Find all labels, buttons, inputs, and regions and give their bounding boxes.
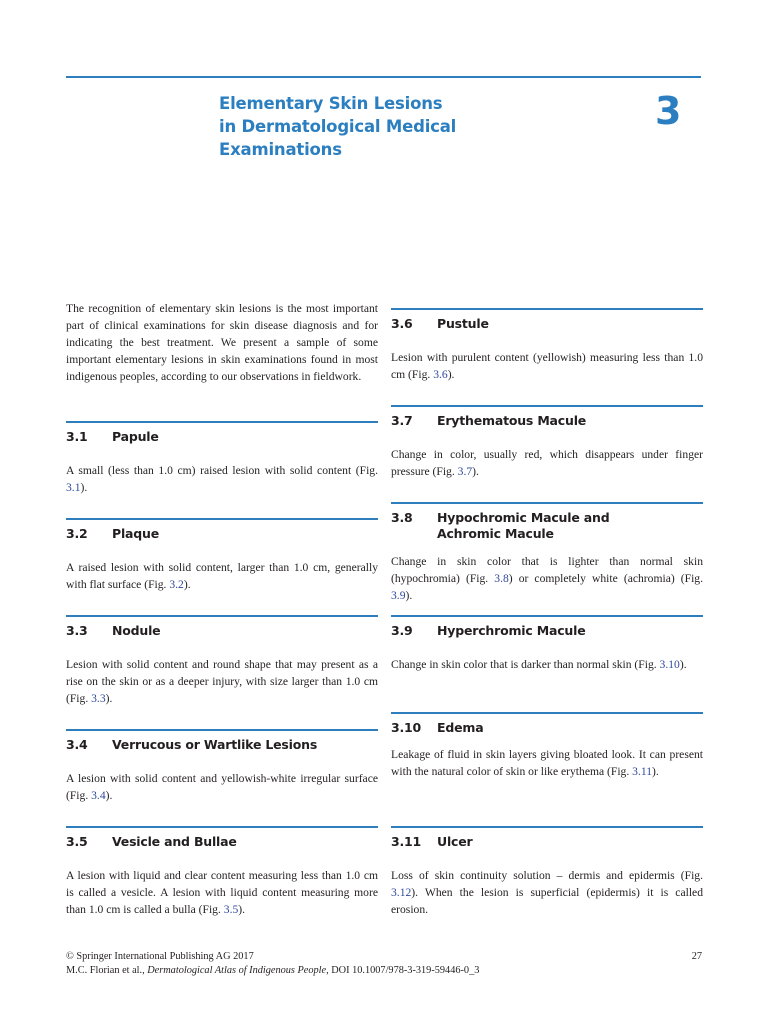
section-number: 3.6 xyxy=(391,315,413,331)
figure-link[interactable]: 3.3 xyxy=(91,691,106,705)
figure-link[interactable]: 3.11 xyxy=(632,764,653,778)
body-text: ). xyxy=(679,657,687,671)
section-body xyxy=(391,349,703,383)
figure-link[interactable]: 3.2 xyxy=(169,577,184,591)
section-body xyxy=(391,746,703,780)
chapter-title-line: in Dermatological Medical xyxy=(219,117,457,136)
body-text: ). xyxy=(405,588,413,602)
section-heading xyxy=(66,617,378,639)
body-text: ). xyxy=(472,464,479,478)
section-pustule xyxy=(391,308,703,383)
section-title: Hypochromic Macule and Achromic Macule xyxy=(437,509,610,541)
body-text: Loss of skin continuity solution – dermis and epidermis (Fig. xyxy=(391,868,703,882)
figure-link[interactable]: 3.1 xyxy=(66,480,81,494)
body-text: A small (less than 1.0 cm) raised lesion with solid content (Fig. xyxy=(66,463,378,477)
body-text: ). xyxy=(105,788,113,802)
figure-link[interactable]: 3.6 xyxy=(433,367,448,381)
body-text: A lesion with solid content and yellowish-white irregular surface (Fig. xyxy=(66,771,378,802)
body-text: ) or completely white (achromia) (Fig. xyxy=(508,571,703,585)
body-text: A raised lesion with solid content, larger than 1.0 cm, generally with flat surface (Fig. xyxy=(66,560,378,591)
section-number: 3.8 xyxy=(391,509,413,525)
section-body xyxy=(66,462,378,496)
citation-line xyxy=(66,964,702,978)
section-title: Vesicle and Bullae xyxy=(112,833,237,849)
section-title: Hyperchromic Macule xyxy=(437,622,586,638)
section-body xyxy=(391,553,703,604)
section-erythematous-macule xyxy=(391,405,703,480)
section-papule xyxy=(66,421,378,496)
section-heading xyxy=(66,520,378,542)
section-ulcer xyxy=(391,826,703,918)
intro-paragraph: The recognition of elementary skin lesions is the most important part of clinical examinations for skin disease diagnosis and for indicating the best treatment. We present a sample of some important elementary lesions in skin examinations found in most indigenous peoples, according to our observations in fieldwork. xyxy=(66,302,378,383)
section-heading xyxy=(391,828,703,850)
body-text: ). xyxy=(183,577,191,591)
body-text: ). xyxy=(238,902,246,916)
figure-link[interactable]: 3.4 xyxy=(91,788,106,802)
citation-book-title: Dermatological Atlas of Indigenous People xyxy=(147,965,327,976)
body-text: Change in color, usually red, which disappears under finger pressure (Fig. xyxy=(391,447,703,478)
section-title: Papule xyxy=(112,428,159,444)
section-title: Nodule xyxy=(112,622,161,638)
chapter-title-line: Elementary Skin Lesions xyxy=(219,94,443,113)
section-number: 3.5 xyxy=(66,833,88,849)
body-text: Lesion with purulent content (yellowish) measuring less than 1.0 cm (Fig. xyxy=(391,350,703,381)
section-body xyxy=(66,867,378,918)
section-heading xyxy=(66,731,378,753)
section-number: 3.1 xyxy=(66,428,88,444)
copyright-line: © Springer International Publishing AG 2017 xyxy=(66,951,254,962)
body-text: ). xyxy=(105,691,113,705)
section-body xyxy=(66,656,378,707)
section-body xyxy=(391,867,703,918)
section-title: Erythematous Macule xyxy=(437,412,587,428)
chapter-number: 3 xyxy=(655,89,682,133)
section-vesicle xyxy=(66,826,378,918)
section-number: 3.10 xyxy=(391,719,422,735)
citation-authors: M.C. Florian et al., xyxy=(66,965,148,976)
section-hyperchromic-macule xyxy=(391,615,703,673)
section-hypochromic-macule xyxy=(391,502,703,604)
body-text: ). xyxy=(80,480,88,494)
figure-link[interactable]: 3.10 xyxy=(659,657,680,671)
body-text: ). xyxy=(447,367,455,381)
section-title: Verrucous or Wartlike Lesions xyxy=(112,736,318,752)
section-title: Plaque xyxy=(112,525,160,541)
body-text: Lesion with solid content and round shape that may present as a rise on the skin or as a deeper injury, with size larger than 1.0 cm (Fig. xyxy=(66,657,378,705)
section-heading xyxy=(66,423,378,445)
section-heading xyxy=(391,504,703,542)
chapter-top-rule xyxy=(66,76,701,78)
section-body xyxy=(66,559,378,593)
section-body xyxy=(66,770,378,804)
body-text: Leakage of fluid in skin layers giving bloated look. It can present with the natural color of skin or like erythema (Fig. xyxy=(391,747,703,778)
body-text: ). xyxy=(652,764,659,778)
section-number: 3.3 xyxy=(66,622,88,638)
chapter-title-line: Examinations xyxy=(219,140,342,159)
body-text: Change in skin color that is darker than normal skin (Fig. xyxy=(391,657,660,671)
section-number: 3.11 xyxy=(391,833,422,849)
section-edema xyxy=(391,712,703,780)
page-footer xyxy=(66,950,702,978)
figure-link[interactable]: 3.5 xyxy=(223,902,239,916)
section-body xyxy=(391,656,703,673)
chapter-title xyxy=(219,92,549,161)
section-number: 3.4 xyxy=(66,736,88,752)
figure-link[interactable]: 3.7 xyxy=(457,464,473,478)
section-title: Ulcer xyxy=(437,833,473,849)
section-number: 3.2 xyxy=(66,525,88,541)
section-verrucous xyxy=(66,729,378,804)
section-number: 3.7 xyxy=(391,412,413,428)
section-heading xyxy=(391,407,703,429)
body-text: Change in skin color that is lighter than normal skin (hypochromia) (Fig. xyxy=(391,554,703,585)
section-body xyxy=(391,446,703,480)
body-text: A lesion with liquid and clear content measuring less than 1.0 cm is called a vesicle. A lesion with liquid content measuring more than 1.0 cm is called a bulla (Fig. xyxy=(66,868,378,916)
citation-doi: , DOI 10.1007/978-3-319-59446-0_3 xyxy=(326,965,480,976)
section-heading xyxy=(391,617,703,639)
figure-link[interactable]: 3.8 xyxy=(494,571,509,585)
section-title: Edema xyxy=(437,719,484,735)
section-nodule xyxy=(66,615,378,707)
section-heading xyxy=(66,828,378,850)
section-heading xyxy=(391,310,703,332)
figure-link[interactable]: 3.12 xyxy=(391,885,412,899)
section-heading xyxy=(391,714,703,736)
section-number: 3.9 xyxy=(391,622,413,638)
section-plaque xyxy=(66,518,378,593)
body-text: ). When the lesion is superficial (epidermis) it is called erosion. xyxy=(391,885,703,916)
figure-link[interactable]: 3.9 xyxy=(391,588,406,602)
page-number: 27 xyxy=(691,951,702,962)
section-title: Pustule xyxy=(437,315,489,331)
